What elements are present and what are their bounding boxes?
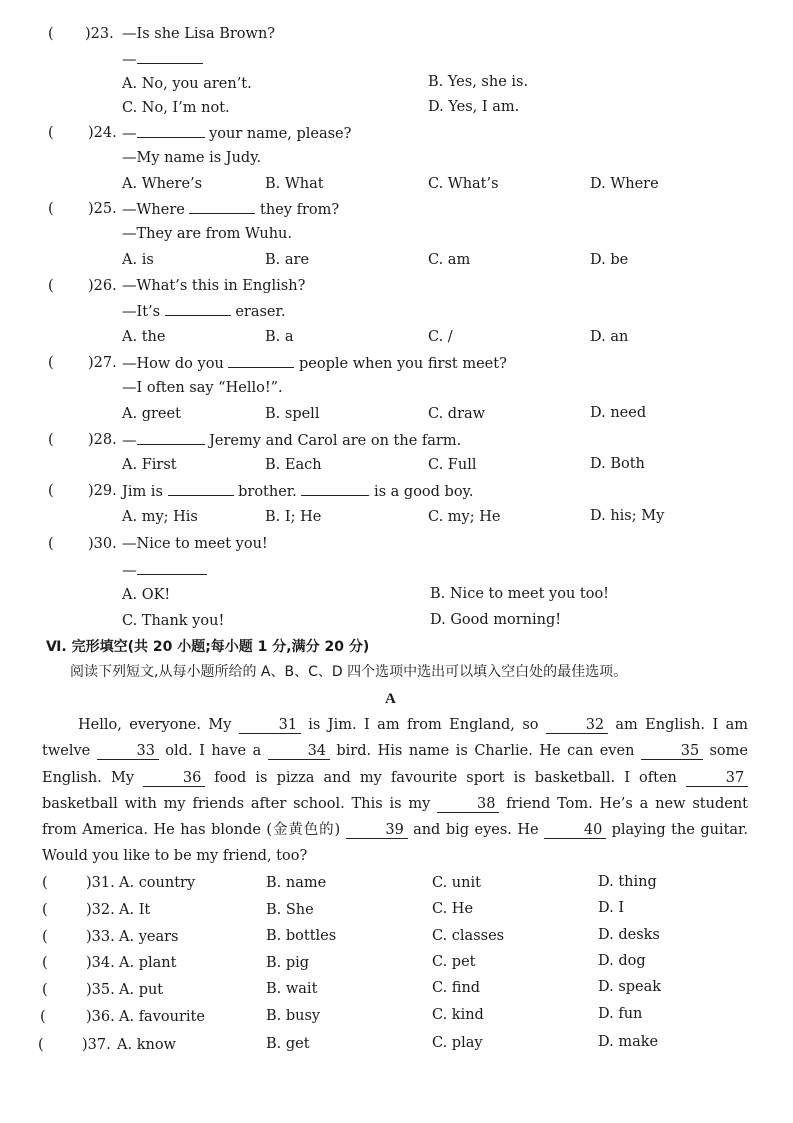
blank-38: 38	[437, 796, 499, 813]
blank-33: 33	[97, 743, 159, 760]
question-number-close: )26.	[88, 278, 117, 294]
option-d: D. speak	[598, 979, 662, 995]
option-c: C. He	[432, 901, 474, 917]
option-d: D. fun	[598, 1006, 643, 1022]
answer-bracket: (	[48, 26, 54, 42]
blank-31: 31	[239, 717, 301, 734]
response-text: —It’s eraser.	[122, 304, 286, 320]
option-b: B. Yes, she is.	[428, 74, 529, 90]
option-d: D. an	[590, 329, 629, 345]
blank-39: 39	[346, 822, 408, 839]
question-number-close: )33.	[86, 929, 115, 945]
option-a: A. put	[119, 982, 164, 998]
option-d: D. I	[598, 900, 625, 916]
option-a: A. Where’s	[122, 176, 203, 192]
option-b: B. get	[266, 1036, 310, 1052]
option-c: C. am	[428, 252, 471, 268]
option-b: B. I; He	[265, 509, 322, 525]
option-b: B. Each	[265, 457, 322, 473]
blank-34: 34	[268, 743, 330, 760]
option-a: A. is	[122, 252, 154, 268]
answer-bracket: (	[48, 432, 54, 448]
option-b: B. bottles	[266, 928, 337, 944]
response-text: —They are from Wuhu.	[122, 226, 292, 242]
option-a: A. my; His	[122, 509, 198, 525]
option-a: A. It	[119, 902, 151, 918]
answer-bracket: (	[42, 982, 48, 998]
option-d: D. dog	[598, 953, 646, 969]
option-c: C. classes	[432, 928, 505, 944]
option-c: C. find	[432, 980, 481, 996]
question-number-close: )32.	[86, 902, 115, 918]
question-text: — your name, please?	[122, 126, 352, 142]
option-b: B. pig	[266, 955, 310, 971]
option-d: D. Good morning!	[430, 612, 562, 628]
question-number-close: )37.	[82, 1037, 111, 1053]
option-c: C. kind	[432, 1007, 484, 1023]
option-b: B. Nice to meet you too!	[430, 586, 610, 602]
option-c: C. What’s	[428, 176, 499, 192]
option-b: B. wait	[266, 981, 318, 997]
blank-32: 32	[546, 717, 608, 734]
blank-37: 37	[686, 770, 748, 787]
option-b: B. are	[265, 252, 310, 268]
response-blank: —	[122, 561, 207, 580]
response-blank: —	[122, 50, 203, 69]
option-a: A. First	[122, 457, 177, 473]
option-d: D. Where	[590, 176, 659, 192]
response-text: —My name is Judy.	[122, 150, 262, 166]
question-number-close: )27.	[88, 355, 117, 371]
question-number-close: )34.	[86, 955, 115, 971]
option-c: C. No, I’m not.	[122, 100, 230, 116]
question-text: — Jeremy and Carol are on the farm.	[122, 433, 462, 449]
answer-bracket: (	[42, 929, 48, 945]
option-b: B. name	[266, 875, 327, 891]
answer-bracket: (	[42, 875, 48, 891]
question-number-close: )36.	[86, 1009, 115, 1025]
question-number-close: )24.	[88, 125, 117, 141]
answer-bracket: (	[40, 1009, 46, 1025]
blank-40: 40	[544, 822, 606, 839]
answer-bracket: (	[42, 902, 48, 918]
option-d: D. Both	[590, 456, 645, 472]
answer-bracket: (	[42, 955, 48, 971]
cloze-passage: Hello, everyone. My 31 is Jim. I am from England, so 32 am English. I am twelve 33 old. I have a 34 bird. His name is Charlie. He can even 35 some English. My 36 food is pizza and my favourite sport is basketball. I often 37 basketball with my friends after school. This is my 38 friend Tom. He’s a new student from America. He has blonde (金黄色的) 39 and big eyes. He 40 playing the guitar. Would you like to be my friend, too?	[42, 717, 748, 865]
option-d: D. his; My	[590, 508, 665, 524]
option-b: B. What	[265, 176, 324, 192]
option-a: A. know	[117, 1037, 176, 1053]
option-a: A. favourite	[119, 1009, 205, 1025]
question-text: —How do you people when you first meet?	[122, 356, 507, 372]
option-c: C. Thank you!	[122, 613, 225, 629]
option-a: A. plant	[119, 955, 177, 971]
option-a: A. OK!	[122, 587, 171, 603]
option-b: B. a	[265, 329, 294, 345]
question-text: —Is she Lisa Brown?	[122, 26, 276, 42]
question-text: —What’s this in English?	[122, 278, 306, 294]
option-c: C. Full	[428, 457, 477, 473]
option-c: C. pet	[432, 954, 476, 970]
option-d: D. need	[590, 405, 647, 421]
answer-bracket: (	[48, 536, 54, 552]
option-c: C. play	[432, 1035, 483, 1051]
question-number-close: )28.	[88, 432, 117, 448]
answer-bracket: (	[48, 483, 54, 499]
option-d: D. Yes, I am.	[428, 99, 520, 115]
answer-bracket: (	[48, 355, 54, 371]
option-b: B. She	[266, 902, 314, 918]
option-c: C. /	[428, 329, 453, 345]
answer-bracket: (	[48, 201, 54, 217]
option-b: B. spell	[265, 406, 320, 422]
answer-bracket: (	[48, 278, 54, 294]
section-title: Ⅵ. 完形填空(共 20 小题;每小题 1 分,满分 20 分)	[46, 639, 370, 655]
option-d: D. thing	[598, 874, 657, 890]
question-number-close: )35.	[86, 982, 115, 998]
option-b: B. busy	[266, 1008, 321, 1024]
question-text: —Nice to meet you!	[122, 536, 268, 552]
question-number-close: )29.	[88, 483, 117, 499]
question-number-close: )23.	[85, 26, 114, 42]
answer-bracket: (	[38, 1037, 44, 1053]
question-number-close: )31.	[86, 875, 115, 891]
option-d: D. make	[598, 1034, 659, 1050]
blank-36: 36	[143, 770, 205, 787]
option-d: D. desks	[598, 927, 660, 943]
question-text: —Where they from?	[122, 202, 340, 218]
answer-bracket: (	[48, 125, 54, 141]
question-number-close: )30.	[88, 536, 117, 552]
response-text: —I often say “Hello!”.	[122, 380, 283, 396]
passage-label: A	[385, 691, 396, 707]
option-c: C. my; He	[428, 509, 501, 525]
option-a: A. No, you aren’t.	[122, 76, 252, 92]
option-a: A. country	[119, 875, 196, 891]
option-d: D. be	[590, 252, 629, 268]
question-number-close: )25.	[88, 201, 117, 217]
option-c: C. unit	[432, 875, 481, 891]
question-text: Jim is brother. is a good boy.	[122, 484, 474, 500]
option-a: A. the	[122, 329, 166, 345]
option-c: C. draw	[428, 406, 486, 422]
section-instruction: 阅读下列短文,从每小题所给的 A、B、C、D 四个选项中选出可以填入空白处的最佳选项。	[70, 664, 628, 680]
option-a: A. years	[119, 929, 179, 945]
option-a: A. greet	[122, 406, 181, 422]
blank-35: 35	[641, 743, 703, 760]
